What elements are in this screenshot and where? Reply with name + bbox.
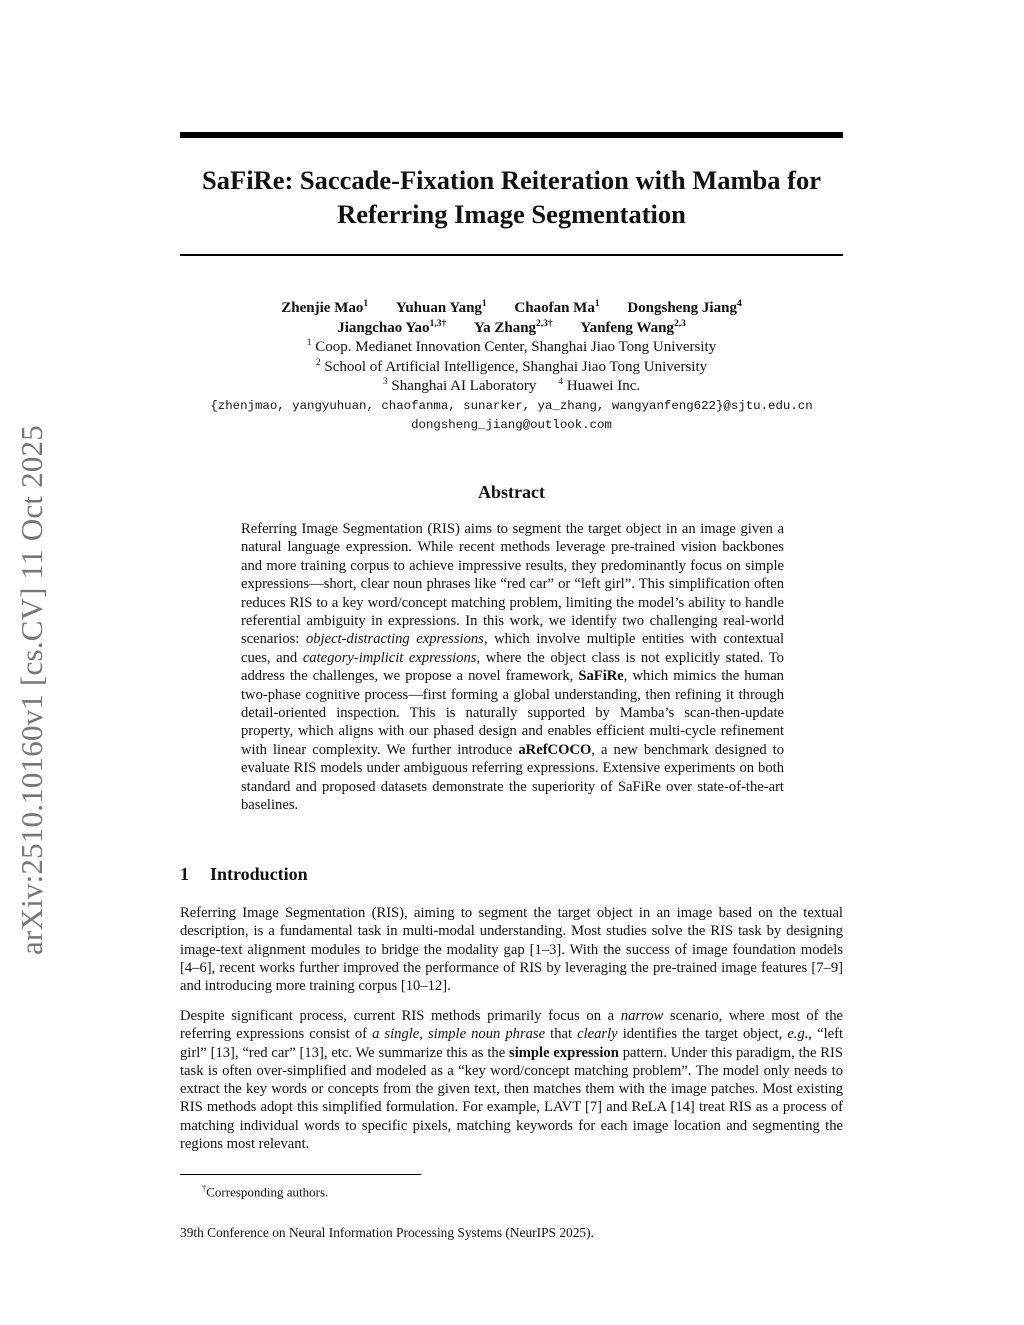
- footnote-rule: [180, 1174, 421, 1175]
- section-heading-introduction: 1 Introduction: [180, 864, 308, 884]
- email-addresses-sjtu: {zhenjmao, yangyuhuan, chaofanma, sunarker, ya_zhang, wangyanfeng622}@sjtu.edu.cn: [210, 398, 813, 413]
- conference-venue: 39th Conference on Neural Information Processing Systems (NeurIPS 2025).: [180, 1225, 594, 1240]
- author-row-1: [180, 299, 843, 319]
- author-name: Chaofan Ma$^1$: [514, 299, 600, 316]
- abstract-heading: Abstract: [478, 482, 545, 502]
- title-bottom-rule: [180, 254, 843, 256]
- affiliation-2: $^2$ School of Artificial Intelligence, Shanghai Jiao Tong University: [315, 357, 708, 375]
- affiliation-3-4: $^3$ Shanghai AI Laboratory $^4$ Huawei Inc.: [382, 377, 641, 394]
- author-name: Jiangchao Yao$^{1,3\dagger}$: [337, 318, 447, 336]
- author-name: Zhenjie Mao$^1$: [281, 299, 369, 316]
- affiliation-1: $^1$ Coop. Medianet Innovation Center, Shanghai Jiao Tong University: [306, 338, 717, 355]
- intro-paragraph-2: Despite significant process, current RIS methods primarily focus on a narrow scenario, where most of the referring expressions consist of a single, simple noun phrase that clearly identifies the target object, e.g., “left girl” [13], “red car” [13], etc. We summarize this as the simple expression pattern. Under this paradigm, the RIS task is often over-simplified and modeled as a “key word/concept matching problem”. The model only needs to extract the key words or concepts from the given text, then matches them with the image patches. Most existing RIS methods adopt this simplified formulation. For example, LAVT [7] and ReLA [14] treat RIS as a process of matching individual words to specific pixels, matching keywords for each image location and segmenting the regions most relevant.: [180, 1008, 844, 1153]
- author-name: Ya Zhang$^{2,3\dagger}$: [473, 318, 553, 336]
- footnote: †Corresponding authors.: [202, 1183, 329, 1200]
- paper-title: SaFiRe: Saccade-Fixation Reiteration with Mamba for Referring Image Segmentation: [202, 165, 821, 229]
- author-name: Yuhuan Yang$^1$: [395, 299, 487, 316]
- author-row-2: [180, 319, 843, 339]
- author-name: Yanfeng Wang$^{2,3}$: [580, 318, 686, 336]
- intro-paragraph-1: Referring Image Segmentation (RIS), aiming to segment the target object in an image based on the textual description, is a fundamental task in multi-modal understanding. Most studies solve the RIS task by designing image-text alignment modules to bridge the modality gap [1–3]. With the success of image foundation models [4–6], recent works further improved the performance of RIS by leveraging the pre-trained image features [7–9] and introducing more training corpus [10–12].: [180, 905, 843, 995]
- email-address-outlook: dongsheng_jiang@outlook.com: [411, 417, 612, 432]
- author-block: [180, 299, 843, 435]
- title-top-rule: [180, 132, 843, 138]
- arxiv-identifier-stamp: arXiv:2510.10160v1 [cs.CV] 11 Oct 2025: [14, 425, 49, 955]
- abstract-text: Referring Image Segmentation (RIS) aims to segment the target object in an image given a natural language expression. While recent methods leverage pre-trained vision backbones and more training corpus to achieve impressive results, they predominantly focus on simple expressions—short, clear noun phrases like “red car” or “left girl”. This simplification often reduces RIS to a key word/concept matching problem, limiting the model’s ability to handle referential ambiguity in expressions. In this work, we identify two challenging real-world scenarios: object-distracting expressions, which involve multiple entities with contextual cues, and category-implicit expressions, where the object class is not explicitly stated. To address the challenges, we propose a novel framework, SaFiRe, which mimics the human two-phase cognitive process—first forming a global understanding, then refining it through detail-oriented inspection. This is naturally supported by Mamba’s scan-then-update property, which aligns with our phased design and enables efficient multi-cycle refinement with linear complexity. We further introduce aRefCOCO, a new benchmark designed to evaluate RIS models under ambiguous referring expressions. Extensive experiments on both standard and proposed datasets demonstrate the superiority of SaFiRe over state-of-the-art baselines.: [241, 521, 785, 814]
- author-name: Dongsheng Jiang$^4$: [627, 299, 742, 316]
